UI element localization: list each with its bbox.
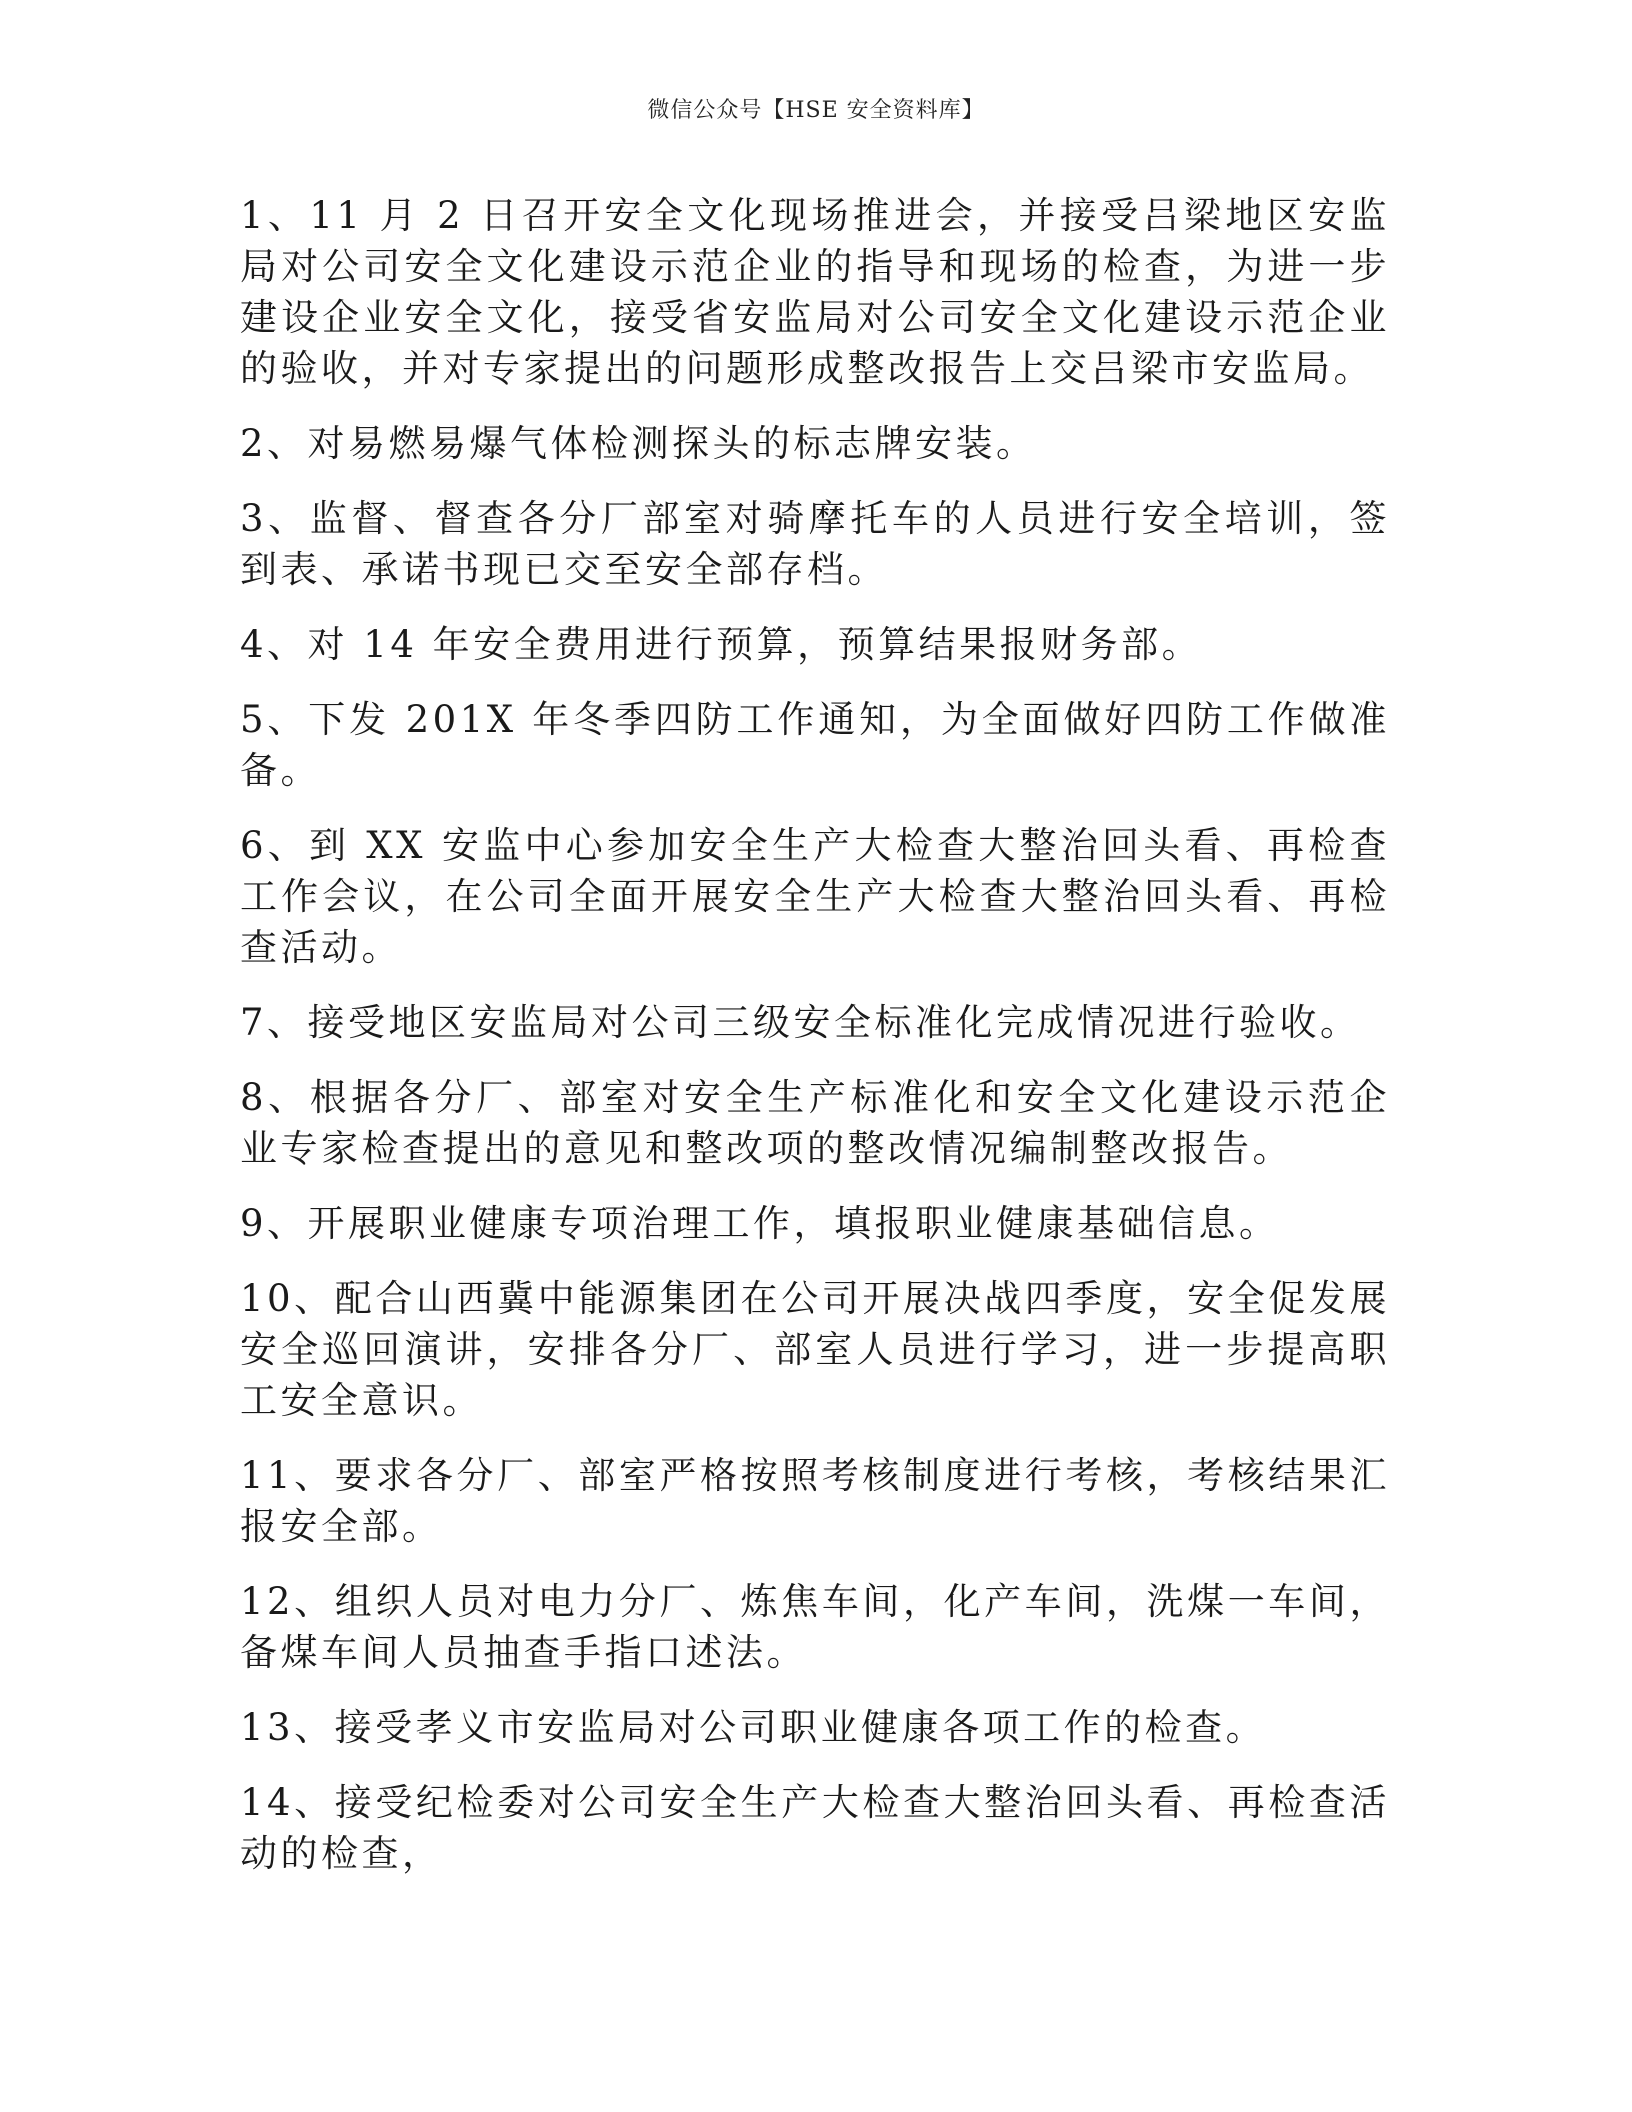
list-item-11: 11、要求各分厂、部室严格按照考核制度进行考核，考核结果汇报安全部。 — [240, 1454, 1390, 1548]
list-item-1: 1、11 月 2 日召开安全文化现场推进会，并接受吕梁地区安监局对公司安全文化建设示范企业的指导和现场的检查，为进一步建设企业安全文化，接受省安监局对公司安全文化建设示范企业的验收，并对专家提出的问题形成整改报告上交吕梁市安监局。 — [240, 194, 1390, 390]
list-item-10: 10、配合山西冀中能源集团在公司开展决战四季度，安全促发展安全巡回演讲，安排各分厂、部室人员进行学习，进一步提高职工安全意识。 — [240, 1277, 1390, 1422]
document-body — [240, 190, 1390, 1903]
list-item-3: 3、监督、督查各分厂部室对骑摩托车的人员进行安全培训，签到表、承诺书现已交至安全部存档。 — [240, 497, 1390, 591]
list-item-12: 12、组织人员对电力分厂、炼焦车间，化产车间，洗煤一车间，备煤车间人员抽查手指口述法。 — [240, 1580, 1390, 1674]
list-item-8: 8、根据各分厂、部室对安全生产标准化和安全文化建设示范企业专家检查提出的意见和整改项的整改情况编制整改报告。 — [240, 1076, 1390, 1170]
list-item-9: 9、开展职业健康专项治理工作，填报职业健康基础信息。 — [240, 1202, 1280, 1245]
list-item-6: 6、到 XX 安监中心参加安全生产大检查大整治回头看、再检查工作会议，在公司全面开展安全生产大检查大整治回头看、再检查活动。 — [240, 824, 1390, 969]
list-item-7: 7、接受地区安监局对公司三级安全标准化完成情况进行验收。 — [240, 1001, 1361, 1044]
list-item-2: 2、对易燃易爆气体检测探头的标志牌安装。 — [240, 422, 1037, 465]
page-header: 微信公众号【HSE 安全资料库】 — [647, 98, 985, 123]
list-item-4: 4、对 14 年安全费用进行预算，预算结果报财务部。 — [240, 623, 1203, 666]
list-item-14: 14、接受纪检委对公司安全生产大检查大整治回头看、再检查活动的检查， — [240, 1781, 1390, 1875]
list-item-5: 5、下发 201X 年冬季四防工作通知，为全面做好四防工作做准备。 — [240, 698, 1390, 792]
list-item-13: 13、接受孝义市安监局对公司职业健康各项工作的检查。 — [240, 1706, 1267, 1749]
